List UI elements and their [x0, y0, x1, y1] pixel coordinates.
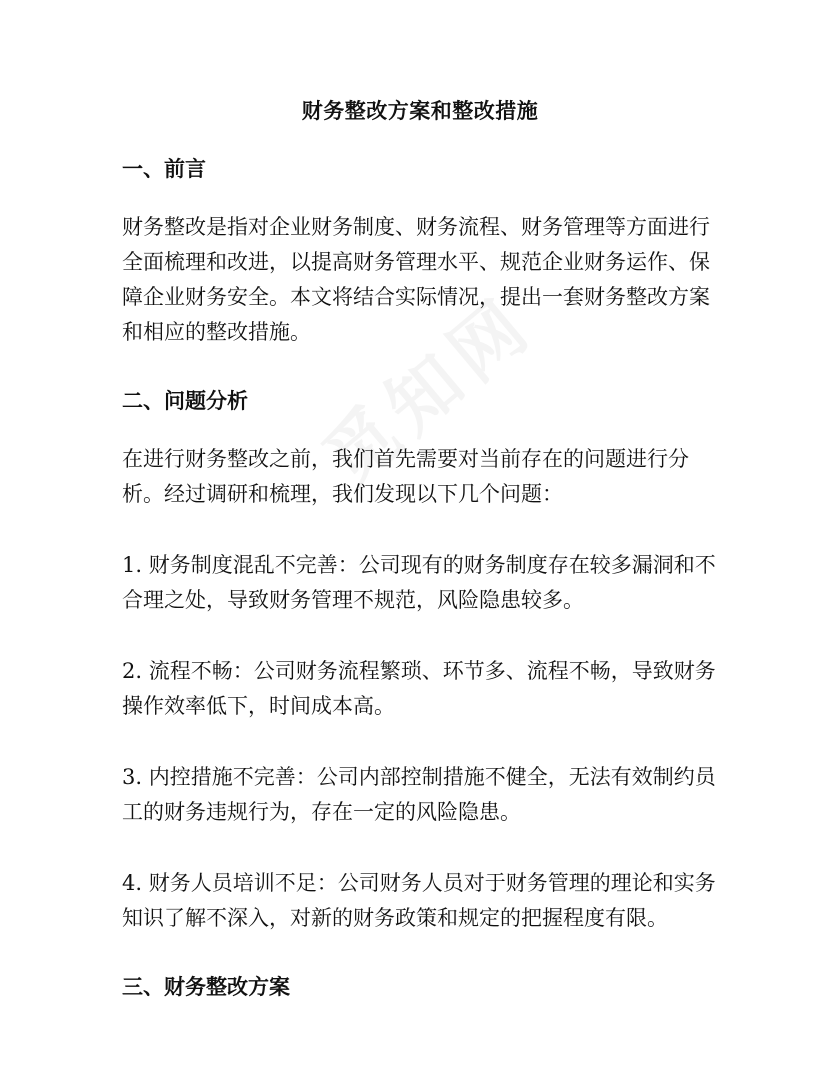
paragraph-preface: 财务整改是指对企业财务制度、财务流程、财务管理等方面进行全面梳理和改进，以提高财务管理水平、规范企业财务运作、保障企业财务安全。本文将结合实际情况，提出一套财务整改方案和相应的整改措施。 [122, 215, 710, 344]
problem-item-1: 1. 财务制度混乱不完善：公司现有的财务制度存在较多漏洞和不合理之处，导致财务管理不规范，风险隐患较多。 [122, 553, 716, 612]
problem-item-2: 2. 流程不畅：公司财务流程繁琐、环节多、流程不畅，导致财务操作效率低下，时间成本高。 [122, 659, 716, 718]
paragraph-analysis-intro: 在进行财务整改之前，我们首先需要对当前存在的问题进行分析。经过调研和梳理，我们发现以下几个问题： [122, 447, 689, 506]
problem-item-3: 3. 内控措施不完善：公司内部控制措施不健全，无法有效制约员工的财务违规行为，存在一定的风险隐患。 [122, 765, 716, 824]
section-heading-preface: 一、前言 [122, 156, 206, 181]
document-title: 财务整改方案和整改措施 [301, 98, 539, 123]
section-heading-problem-analysis: 二、问题分析 [122, 388, 248, 413]
problem-item-4: 4. 财务人员培训不足：公司财务人员对于财务管理的理论和实务知识了解不深入，对新的财务政策和规定的把握程度有限。 [122, 871, 716, 930]
section-heading-rectification-plan: 三、财务整改方案 [122, 974, 290, 999]
